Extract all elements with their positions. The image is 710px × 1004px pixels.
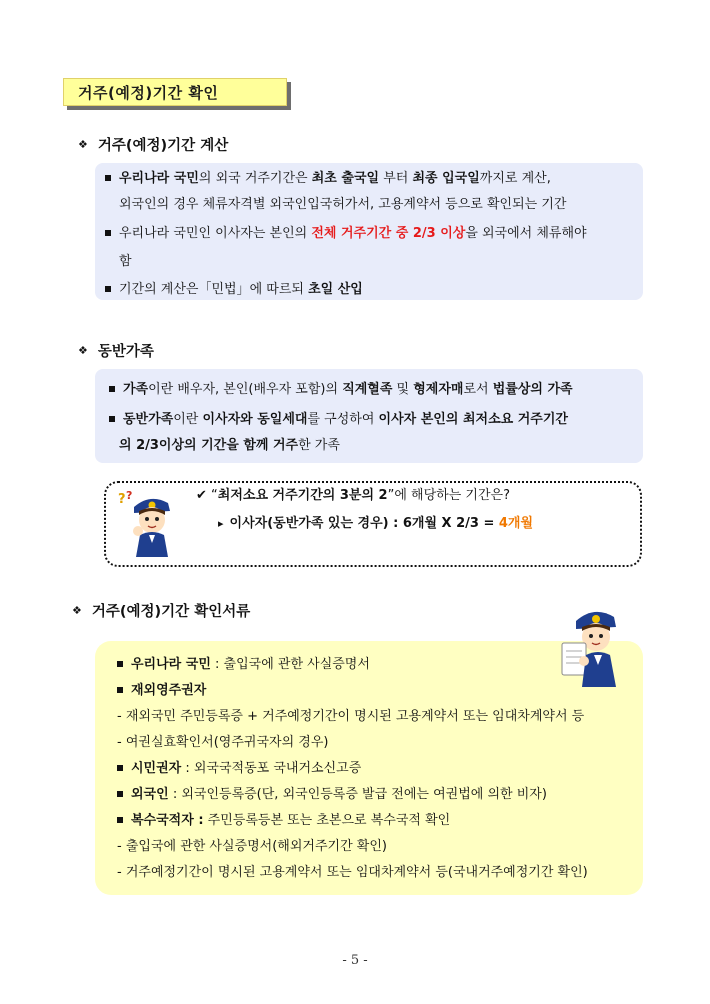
family-box bbox=[95, 369, 643, 463]
section-heading-family bbox=[78, 340, 154, 361]
documents-line-4: - 여권실효확인서(영주귀국자의 경우) bbox=[117, 735, 329, 750]
police-mascot-clipboard-icon bbox=[558, 603, 630, 687]
page-title: 거주(예정)기간 확인 bbox=[78, 84, 219, 102]
square-bullet-icon bbox=[117, 765, 123, 771]
square-bullet-icon bbox=[117, 791, 123, 797]
section-heading-text: 거주(예정)기간 확인서류 bbox=[91, 604, 251, 620]
section-heading-period-calc bbox=[78, 134, 228, 155]
documents-line-3: - 재외국민 주민등록증 + 거주예정기간이 명시된 고용계약서 또는 임대차계약서 등 bbox=[117, 709, 585, 724]
svg-text:?: ? bbox=[118, 492, 126, 507]
family-line-3: 의 2/3이상의 기간을 함께 거주한 가족 bbox=[119, 438, 340, 453]
diamond-bullet-icon: ❖ bbox=[78, 344, 88, 357]
square-bullet-icon bbox=[109, 386, 115, 392]
title-banner bbox=[63, 78, 287, 106]
section-heading-text: 동반가족 bbox=[97, 344, 154, 360]
note-question: ✔ “최저소요 거주기간의 3분의 2”에 해당하는 기간은? bbox=[196, 488, 510, 503]
period-calc-line-5: 기간의 계산은「민법」에 따르되 초일 산입 bbox=[105, 281, 363, 299]
period-calc-line-3: 우리나라 국민인 이사자는 본인의 전체 거주기간 중 2/3 이상을 외국에서 체류해야 bbox=[105, 225, 587, 243]
page-number: - 5 - bbox=[342, 953, 368, 968]
section-heading-documents bbox=[72, 600, 250, 621]
square-bullet-icon bbox=[105, 286, 111, 292]
documents-line-5: 시민권자 : 외국국적동포 국내거소신고증 bbox=[117, 760, 361, 778]
period-calc-line-1: 우리나라 국민의 외국 거주기간은 최초 출국일 부터 최종 입국일까지로 계산, bbox=[105, 170, 551, 188]
note-answer: ▸ 이사자(동반가족 있는 경우) : 6개월 X 2/3 = 4개월 bbox=[218, 516, 534, 531]
documents-line-7: 복수국적자 : 주민등록등본 또는 초본으로 복수국적 확인 bbox=[117, 812, 450, 830]
svg-text:?: ? bbox=[126, 489, 133, 502]
square-bullet-icon bbox=[109, 416, 115, 422]
documents-line-8: - 출입국에 관한 사실증명서(해외거주기간 확인) bbox=[117, 839, 387, 854]
section-heading-text: 거주(예정)기간 계산 bbox=[97, 138, 229, 154]
police-mascot-thinking-icon bbox=[116, 487, 180, 559]
period-calc-line-4: 함 bbox=[119, 254, 132, 269]
documents-line-9: - 거주예정기간이 명시된 고용계약서 또는 임대차계약서 등(국내거주예정기간 확인) bbox=[117, 865, 588, 880]
period-calc-box bbox=[95, 163, 643, 300]
check-icon: ✔ bbox=[196, 488, 207, 503]
note-box bbox=[104, 481, 642, 567]
diamond-bullet-icon: ❖ bbox=[72, 604, 82, 617]
documents-line-2: 재외영주권자 bbox=[117, 682, 206, 700]
family-line-1: 가족이란 배우자, 본인(배우자 포함)의 직계혈족 및 형제자매로서 법률상의 가족 bbox=[109, 381, 573, 399]
triangle-bullet-icon: ▸ bbox=[218, 517, 224, 530]
square-bullet-icon bbox=[105, 230, 111, 236]
diamond-bullet-icon: ❖ bbox=[78, 138, 88, 151]
documents-line-1: 우리나라 국민 : 출입국에 관한 사실증명서 bbox=[117, 656, 370, 674]
square-bullet-icon bbox=[117, 687, 123, 693]
square-bullet-icon bbox=[117, 817, 123, 823]
period-calc-line-2: 외국인의 경우 체류자격별 외국인입국허가서, 고용계약서 등으로 확인되는 기간 bbox=[119, 197, 567, 212]
documents-line-6: 외국인 : 외국인등록증(단, 외국인등록증 발급 전에는 여권법에 의한 비자) bbox=[117, 786, 547, 804]
family-line-2: 동반가족이란 이사자와 동일세대를 구성하여 이사자 본인의 최저소요 거주기간 bbox=[109, 411, 568, 429]
square-bullet-icon bbox=[117, 661, 123, 667]
square-bullet-icon bbox=[105, 175, 111, 181]
